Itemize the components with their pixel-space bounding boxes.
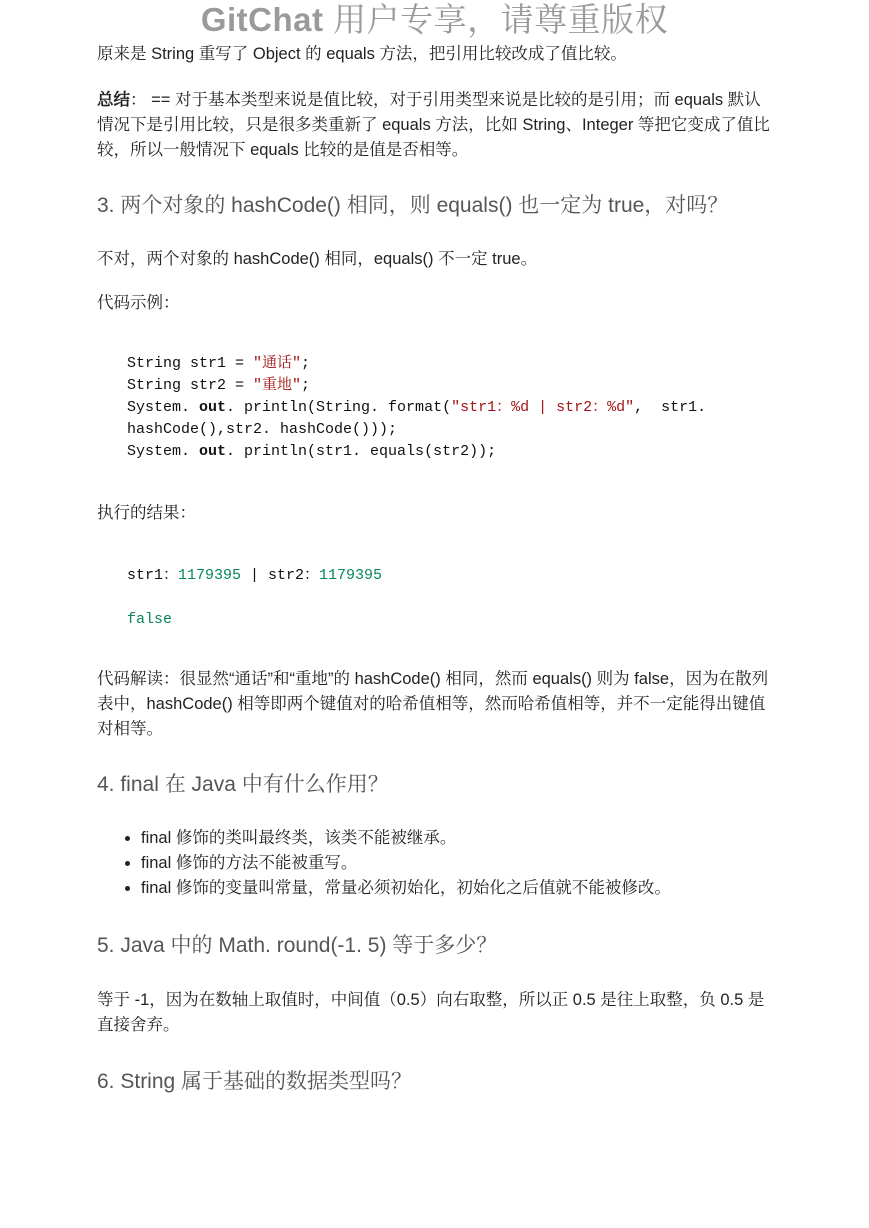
copyright-watermark <box>0 0 869 40</box>
summary-paragraph <box>97 88 773 163</box>
result-block <box>97 565 773 631</box>
article-body <box>97 40 773 1097</box>
summary-text: ： == 对于基本类型来说是值比较，对于引用类型来说是比较的是引用；而 equals 默认情况下是引用比较，只是很多类重新了 equals 方法，比如 String、Integer 等把它变成了值比较，所以一般情况下 equals 比较的是值是否相等。 <box>97 91 770 159</box>
code-line: String str2 = "重地"; <box>127 377 311 394</box>
summary-label: 总结 <box>97 91 130 109</box>
code-line: System. out. println(str1. equals(str2)); <box>127 443 497 460</box>
list-item: • final 修饰的类叫最终类，该类不能被继承。 <box>141 826 773 851</box>
question-3-heading: 3. 两个对象的 hashCode() 相同，则 equals() 也一定为 true，对吗？ <box>97 194 729 217</box>
question-5-heading: 5. Java 中的 Math. round(-1. 5) 等于多少？ <box>97 934 498 957</box>
code-explanation: 代码解读：很显然“通话”和“重地”的 hashCode() 相同，然而 equals() 则为 false，因为在散列表中，hashCode() 相等即两个键值对的哈希值相等，然而哈希值相等，并不一定能得出键值对相等。 <box>97 670 769 738</box>
final-usage-list <box>97 826 773 901</box>
list-item: • final 修饰的方法不能被重写。 <box>141 851 773 876</box>
code-example-label: 代码示例： <box>97 294 180 312</box>
result-line: str1：1179395 | str2：1179395 <box>127 567 383 584</box>
code-line: System. out. println(String. format("str1：%d | str2：%d", str1. <box>127 399 707 416</box>
question-3-answer: 不对，两个对象的 hashCode() 相同，equals() 不一定 true。 <box>97 250 538 268</box>
intro-paragraph: 原来是 String 重写了 Object 的 equals 方法，把引用比较改成了值比较。 <box>97 45 627 63</box>
result-label: 执行的结果： <box>97 504 196 522</box>
result-line: false <box>127 611 173 628</box>
watermark-brand: GitChat <box>200 1 324 38</box>
watermark-notice: 用户专享，请尊重版权 <box>323 1 669 38</box>
list-item: • final 修饰的变量叫常量，常量必须初始化，初始化之后值就不能被修改。 <box>141 876 773 901</box>
question-4-heading: 4. final 在 Java 中有什么作用？ <box>97 773 389 796</box>
code-line: hashCode(),str2. hashCode())); <box>127 421 398 438</box>
question-6-heading: 6. String 属于基础的数据类型吗？ <box>97 1070 413 1093</box>
question-5-answer: 等于 -1，因为在数轴上取值时，中间值（0.5）向右取整，所以正 0.5 是往上取整，负 0.5 是直接舍弃。 <box>97 991 765 1034</box>
code-line: String str1 = "通话"; <box>127 355 311 372</box>
code-block <box>97 353 773 463</box>
